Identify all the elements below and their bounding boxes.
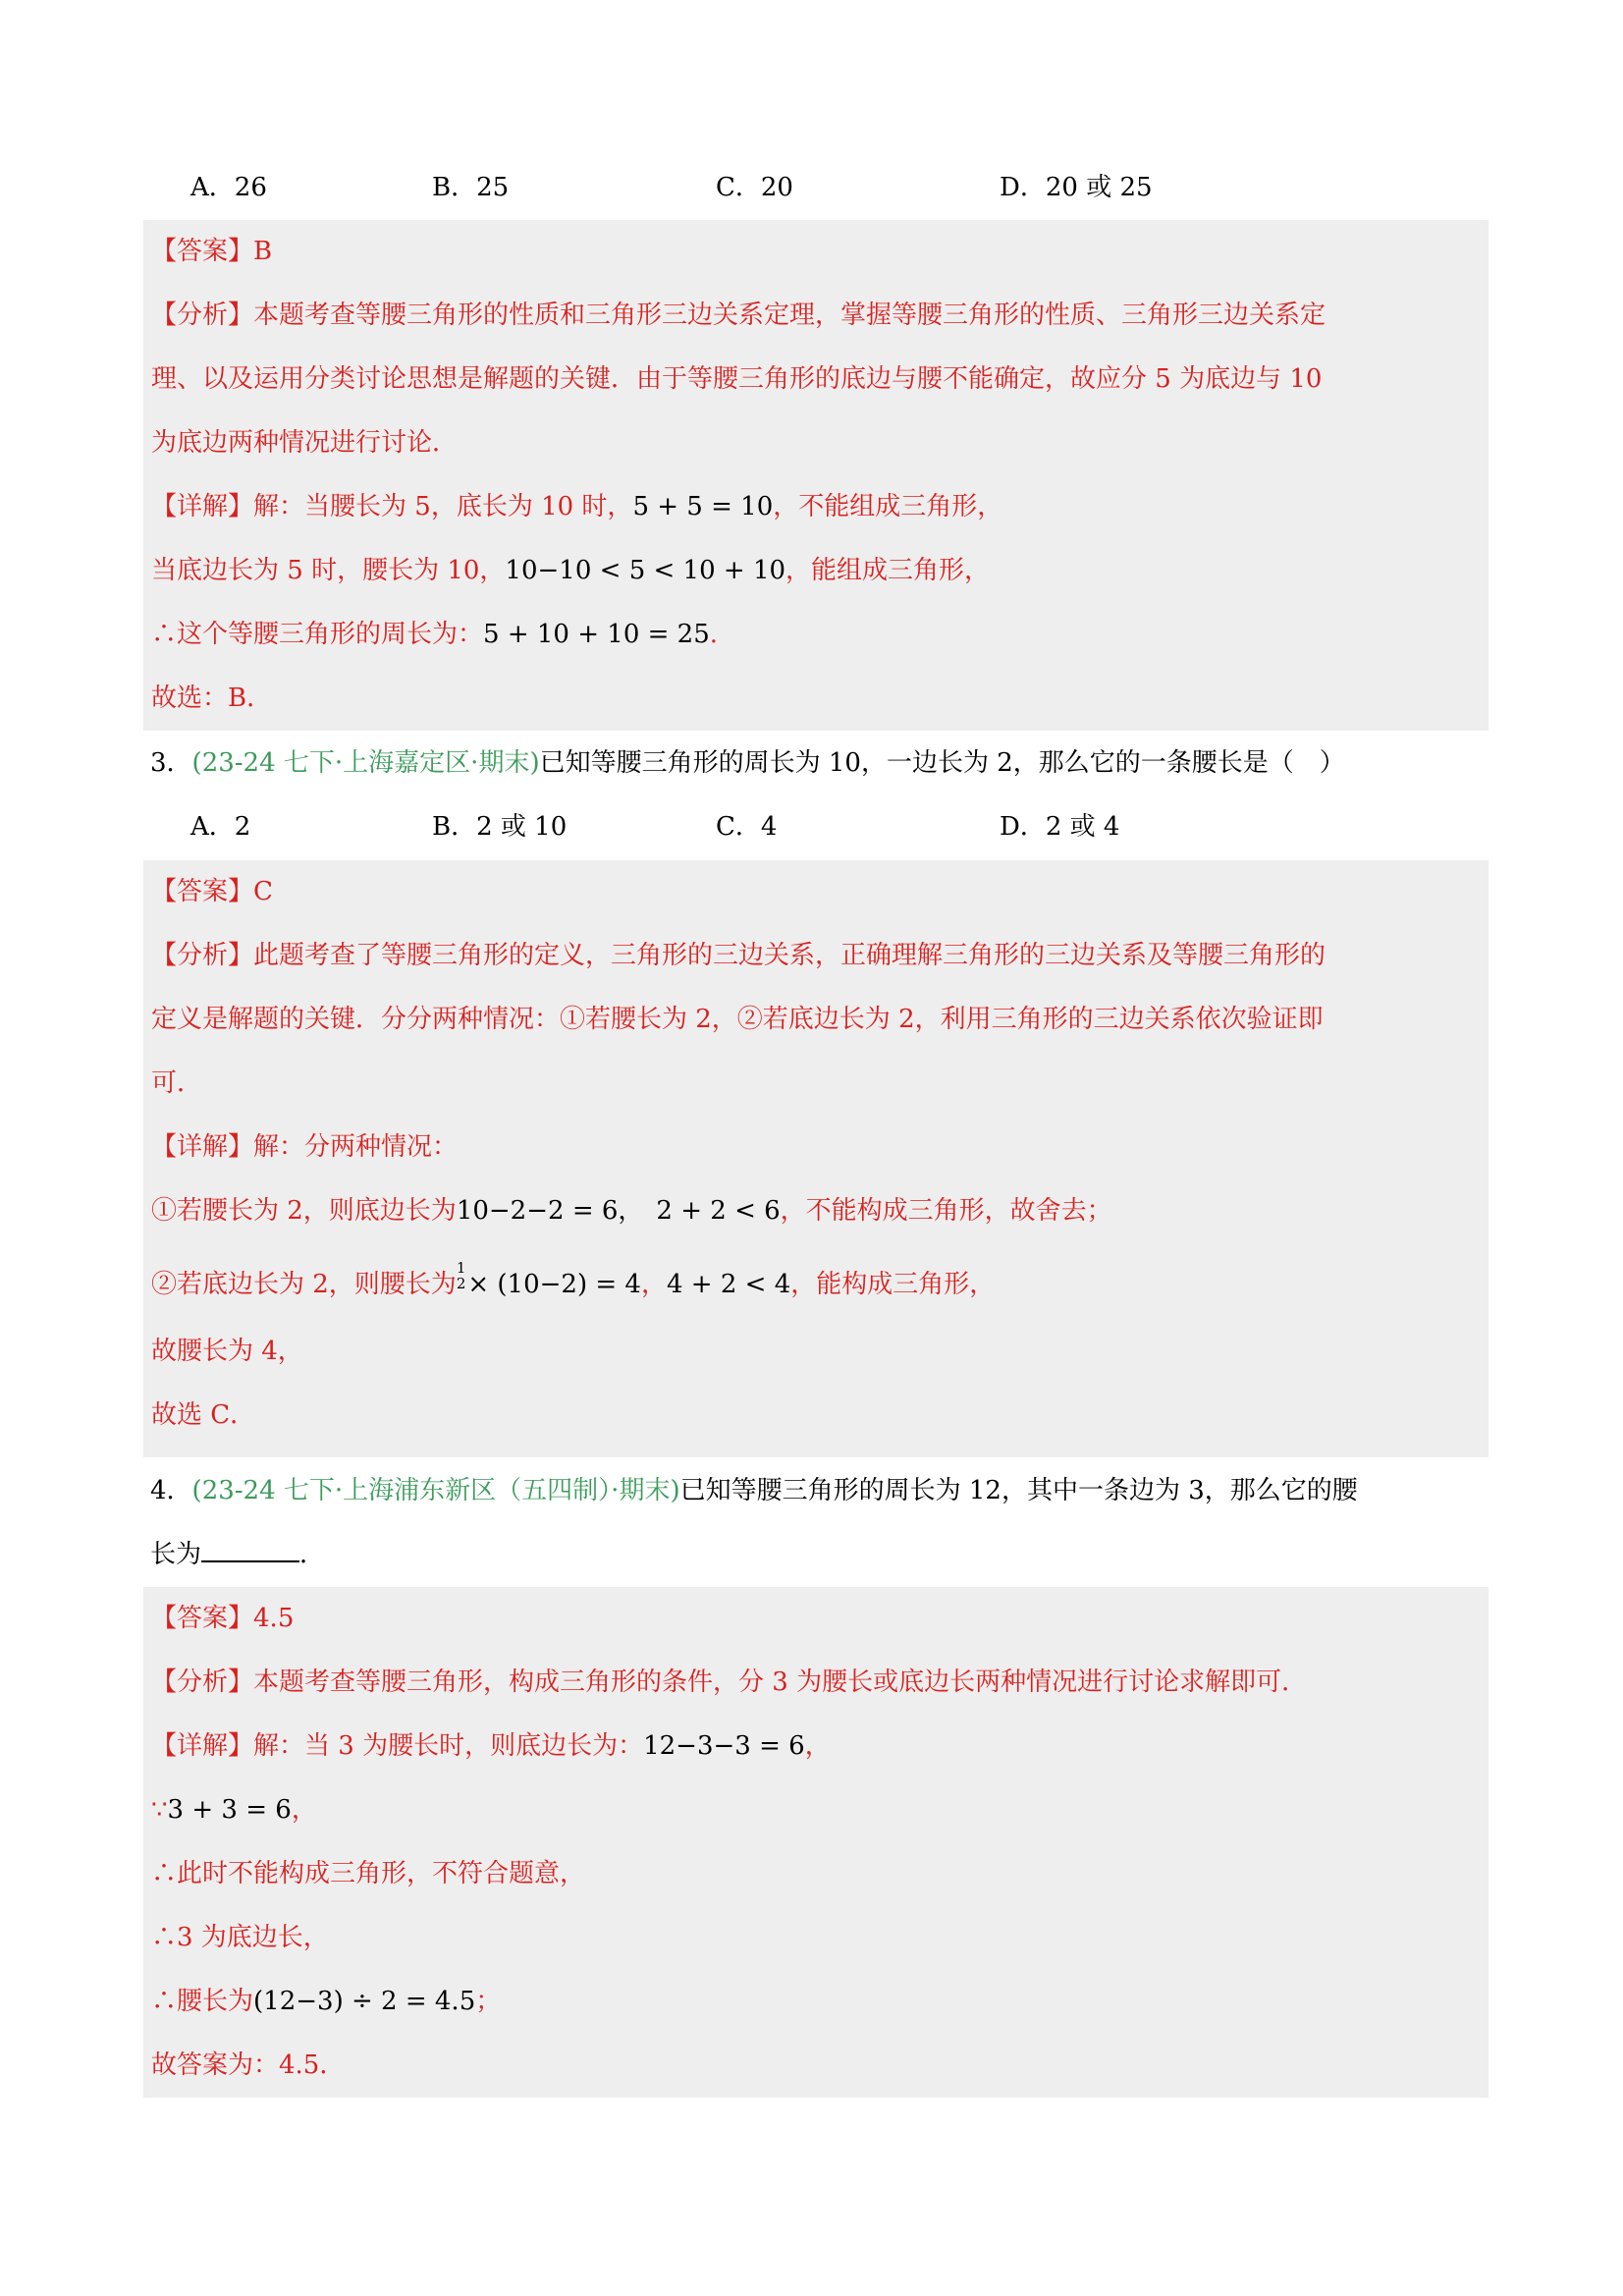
q2-option-a: A．26 [190, 173, 267, 202]
q4-detail-line-1 [151, 1726, 831, 1766]
analysis-tag: 【分析】 [151, 1667, 254, 1697]
q2-answer-box [143, 220, 1488, 731]
q3-detail-line-4: 故选 C． [151, 1400, 256, 1430]
detail-text: 解：当腰长为 5，底长为 10 时， [253, 492, 633, 521]
q3-answer-box [143, 860, 1488, 1457]
question-source: (23-24 七下·上海嘉定区·期末) [191, 748, 540, 778]
q2-analysis-line-2: 理、以及运用分类讨论思想是解题的关键．由于等腰三角形的底边与腰不能确定，故应分 5 为底边与 10 [151, 364, 1323, 394]
q4-detail-line-4: ∴3 为底边长， [151, 1923, 329, 1952]
q3-analysis-line-2: 定义是解题的关键．分分两种情况：①若腰长为 2，②若底边长为 2，利用三角形的三边关系依次验证即 [151, 1005, 1324, 1034]
q4-stem-line-2 [150, 1535, 325, 1574]
detail-text: ，不能组成三角形， [773, 492, 1003, 521]
detail-text: ， [640, 1270, 667, 1299]
analysis-text: 本题考查等腰三角形的性质和三角形三边关系定理，掌握等腰三角形的性质、三角形三边关系定 [253, 301, 1326, 330]
q2-detail-line-3 [151, 615, 718, 654]
q2-analysis-line-1 [151, 296, 1325, 335]
q2-option-b: B．25 [432, 173, 510, 202]
detail-text: ∵ [151, 1795, 168, 1825]
answer-value: B [253, 237, 273, 266]
q2-detail-line-2 [151, 551, 990, 590]
q3-detail-line-2 [151, 1259, 996, 1304]
detail-text: ，能组成三角形， [785, 556, 991, 585]
math-expression: 3 + 3 = 6 [167, 1795, 292, 1825]
q4-stem-line-1 [150, 1471, 1358, 1510]
detail-text: . [709, 620, 719, 649]
q3-option-c: C．4 [716, 812, 778, 842]
q4-detail-line-5 [151, 1982, 501, 2021]
math-expression: 4 + 2 < 4 [666, 1270, 791, 1299]
q3-stem [150, 743, 1345, 783]
detail-text: ①若腰长为 2，则底边长为 [151, 1196, 457, 1226]
answer-value: 4.5 [253, 1604, 295, 1633]
q2-analysis-line-3: 为底边两种情况进行讨论． [151, 428, 459, 458]
answer-tag: 【答案】 [151, 877, 254, 906]
question-text: 已知等腰三角形的周长为 10，一边长为 2，那么它的一条腰长是（ ） [539, 748, 1345, 778]
detail-text: 解：分两种情况： [253, 1132, 459, 1162]
fraction-denominator: 2 [456, 1275, 466, 1292]
question-number: 4． [150, 1476, 192, 1505]
detail-tag: 【详解】 [151, 1731, 254, 1761]
detail-tag: 【详解】 [151, 1132, 254, 1162]
question-number: 3． [150, 748, 192, 778]
question-text: ． [299, 1540, 326, 1569]
analysis-tag: 【分析】 [151, 941, 254, 970]
math-expression: 12−3−3 = 6 [643, 1731, 805, 1761]
q2-option-c: C．20 [716, 173, 793, 202]
answer-value: C [253, 877, 273, 906]
detail-text: ； [475, 1987, 502, 2016]
detail-text: ，不能构成三角形，故舍去； [780, 1196, 1112, 1226]
question-source: (23-24 七下·上海浦东新区（五四制）·期末) [191, 1476, 680, 1505]
math-expression: 10−10 < 5 < 10 + 10 [505, 556, 786, 585]
q4-answer-line [151, 1599, 294, 1638]
q4-detail-line-6: 故答案为：4.5． [151, 2050, 346, 2080]
math-expression: (12−3) ÷ 2 = 4.5 [253, 1987, 476, 2016]
q3-detail-line-0 [151, 1127, 458, 1167]
q3-option-a: A．2 [190, 812, 251, 842]
q4-answer-box [143, 1587, 1488, 2098]
answer-blank[interactable] [201, 1535, 299, 1562]
fraction [457, 1260, 466, 1291]
q3-answer-line [151, 872, 273, 911]
q2-answer-line [151, 232, 272, 271]
q2-option-d: D．20 或 25 [1000, 173, 1153, 202]
math-expression: 5 + 10 + 10 = 25 [483, 620, 710, 649]
question-text: 已知等腰三角形的周长为 12，其中一条边为 3，那么它的腰 [679, 1476, 1358, 1505]
detail-text: ∴这个等腰三角形的周长为： [151, 620, 484, 649]
q4-detail-line-2 [151, 1790, 317, 1830]
answer-tag: 【答案】 [151, 237, 254, 266]
q3-option-b: B．2 或 10 [432, 812, 568, 842]
q3-analysis-line-3: 可． [151, 1068, 203, 1098]
detail-text: 解：当 3 为腰长时，则底边长为： [253, 1731, 644, 1761]
q3-detail-line-3: 故腰长为 4， [151, 1337, 303, 1366]
q4-analysis-line-1 [151, 1663, 1307, 1702]
detail-text: ， [804, 1731, 831, 1761]
detail-text: ∴腰长为 [151, 1987, 254, 2016]
math-expression: 10−2−2 = 6， 2 + 2 < 6 [456, 1196, 781, 1226]
q2-detail-line-4: 故选：B． [151, 683, 273, 713]
analysis-text: 本题考查等腰三角形，构成三角形的条件，分 3 为腰长或底边长两种情况进行讨论求解即可． [253, 1667, 1308, 1697]
q3-option-d: D．2 或 4 [1000, 812, 1120, 842]
detail-text: 当底边长为 5 时，腰长为 10， [151, 556, 506, 585]
answer-tag: 【答案】 [151, 1604, 254, 1633]
detail-text: ，能构成三角形， [790, 1270, 996, 1299]
analysis-tag: 【分析】 [151, 301, 254, 330]
analysis-text: 此题考查了等腰三角形的定义，三角形的三边关系，正确理解三角形的三边关系及等腰三角形的 [253, 941, 1326, 970]
math-expression: × (10−2) = 4 [467, 1270, 641, 1299]
question-text: 长为 [150, 1540, 202, 1569]
detail-tag: 【详解】 [151, 492, 254, 521]
q2-detail-line-1 [151, 487, 1002, 526]
q4-detail-line-3: ∴此时不能构成三角形，不符合题意， [151, 1859, 586, 1888]
detail-text: ②若底边长为 2，则腰长为 [151, 1270, 457, 1299]
q3-detail-line-1 [151, 1191, 1112, 1230]
fraction-numerator: 1 [456, 1259, 466, 1277]
q3-analysis-line-1 [151, 936, 1325, 975]
math-expression: 5 + 5 = 10 [632, 492, 774, 521]
detail-text: ， [291, 1795, 317, 1825]
